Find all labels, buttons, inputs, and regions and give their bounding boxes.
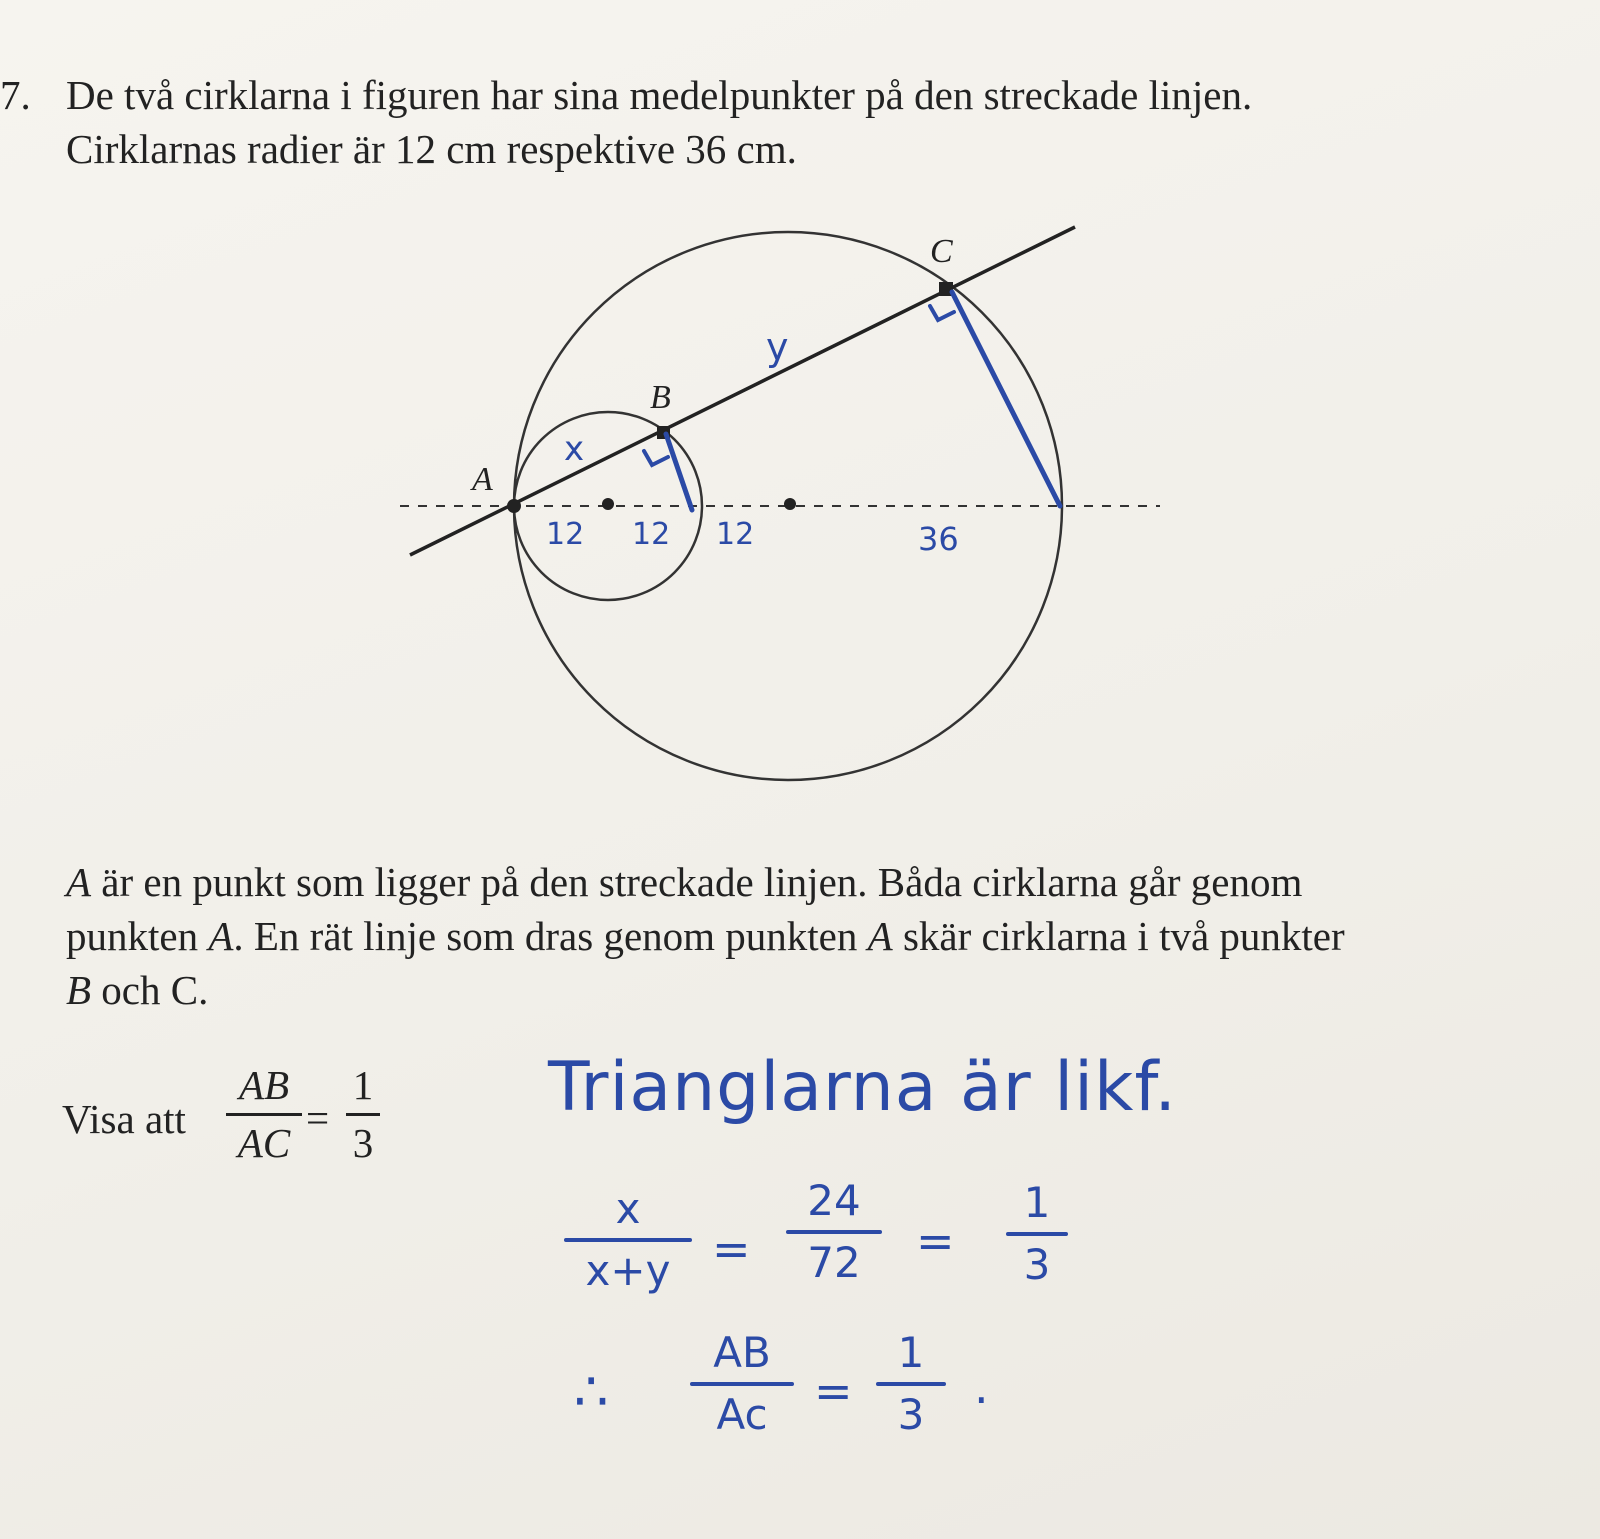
large-circle-center [784, 498, 796, 510]
handwritten-numerator: AB [713, 1328, 771, 1377]
hand-label-y: y [766, 325, 789, 369]
body-line-3-text: och C. [91, 967, 209, 1013]
label-c: C [930, 233, 953, 270]
body-line-1-text: är en punkt som ligger på den streckade linjen. Båda cirklarna går genom [91, 859, 1303, 905]
equals-sign: = [306, 1095, 330, 1141]
handwritten-fraction-x [564, 1186, 692, 1294]
handwritten-bar [1006, 1232, 1068, 1236]
handwritten-bar [564, 1238, 692, 1242]
hand-segment-large [952, 292, 1060, 506]
fraction-ab-over-ac [226, 1062, 302, 1167]
point-a-ref: A [66, 859, 92, 905]
handwritten-equals-2: = [916, 1214, 955, 1268]
intro-line-1: De två cirklarna i figuren har sina medelpunkter på den streckade linjen. [66, 72, 1253, 118]
small-circle-center [602, 498, 614, 510]
handwritten-denominator: 72 [807, 1238, 861, 1288]
handwritten-fraction-24-72 [786, 1178, 882, 1286]
handwritten-fraction-ab-ac [690, 1330, 794, 1438]
handwritten-bar [690, 1382, 794, 1386]
fraction-one-third [346, 1062, 380, 1167]
fraction-denominator: 3 [352, 1120, 374, 1167]
label-a: A [472, 461, 493, 498]
point-a [507, 499, 521, 513]
body-line-2-text-a: punkten [66, 913, 209, 959]
handwritten-numerator: x [615, 1184, 641, 1233]
right-angle-mark-c [930, 306, 954, 320]
handwritten-denominator: x+y [585, 1246, 671, 1296]
handwritten-denominator: Ac [716, 1390, 768, 1440]
handwritten-denominator: 3 [897, 1390, 925, 1440]
hand-label-x: x [564, 429, 585, 469]
handwritten-equals-1: = [712, 1222, 751, 1276]
fraction-numerator: AB [238, 1062, 290, 1108]
handwritten-bar [876, 1382, 946, 1386]
body-line-2 [66, 911, 1345, 962]
task-number: 7. [0, 72, 31, 118]
body-line-1 [66, 857, 1302, 908]
body-line-2-text-b: . En rät linje som dras genom punkten [233, 913, 868, 959]
point-a-ref-3: A [867, 913, 893, 959]
hand-label-12-c: 12 [716, 517, 755, 552]
handwritten-fraction-one-third [1006, 1180, 1068, 1288]
therefore-symbol: ∴ [574, 1360, 609, 1423]
right-angle-mark-b [644, 451, 668, 465]
handwritten-denominator: 3 [1023, 1240, 1051, 1290]
handwritten-numerator: 24 [807, 1176, 861, 1225]
show-label: Visa att [62, 1096, 186, 1142]
fraction-bar [226, 1113, 302, 1116]
point-a-ref-2: A [208, 913, 234, 959]
handwritten-fraction-one-third-final [876, 1330, 946, 1438]
hand-label-36: 36 [918, 520, 959, 558]
intro-line-2: Cirklarnas radier är 12 cm respektive 36 cm. [66, 126, 797, 172]
point-b-ref: B [66, 967, 92, 1013]
label-b: B [650, 379, 671, 416]
handwritten-title: Trianglarna är likf. [548, 1048, 1178, 1127]
hand-label-12-b: 12 [632, 517, 671, 552]
fraction-numerator: 1 [352, 1062, 374, 1108]
fraction-denominator: AC [237, 1120, 291, 1167]
fraction-bar [346, 1113, 380, 1116]
handwritten-numerator: 1 [897, 1328, 925, 1377]
handwritten-numerator: 1 [1023, 1178, 1051, 1227]
body-line-2-text-c: skär cirklarna i två punkter [892, 913, 1345, 959]
handwritten-equals-3: = [814, 1364, 853, 1418]
body-line-3 [66, 965, 208, 1016]
handwritten-bar [786, 1230, 882, 1234]
handwritten-period: . [974, 1360, 989, 1414]
hand-label-12-a: 12 [546, 517, 585, 552]
